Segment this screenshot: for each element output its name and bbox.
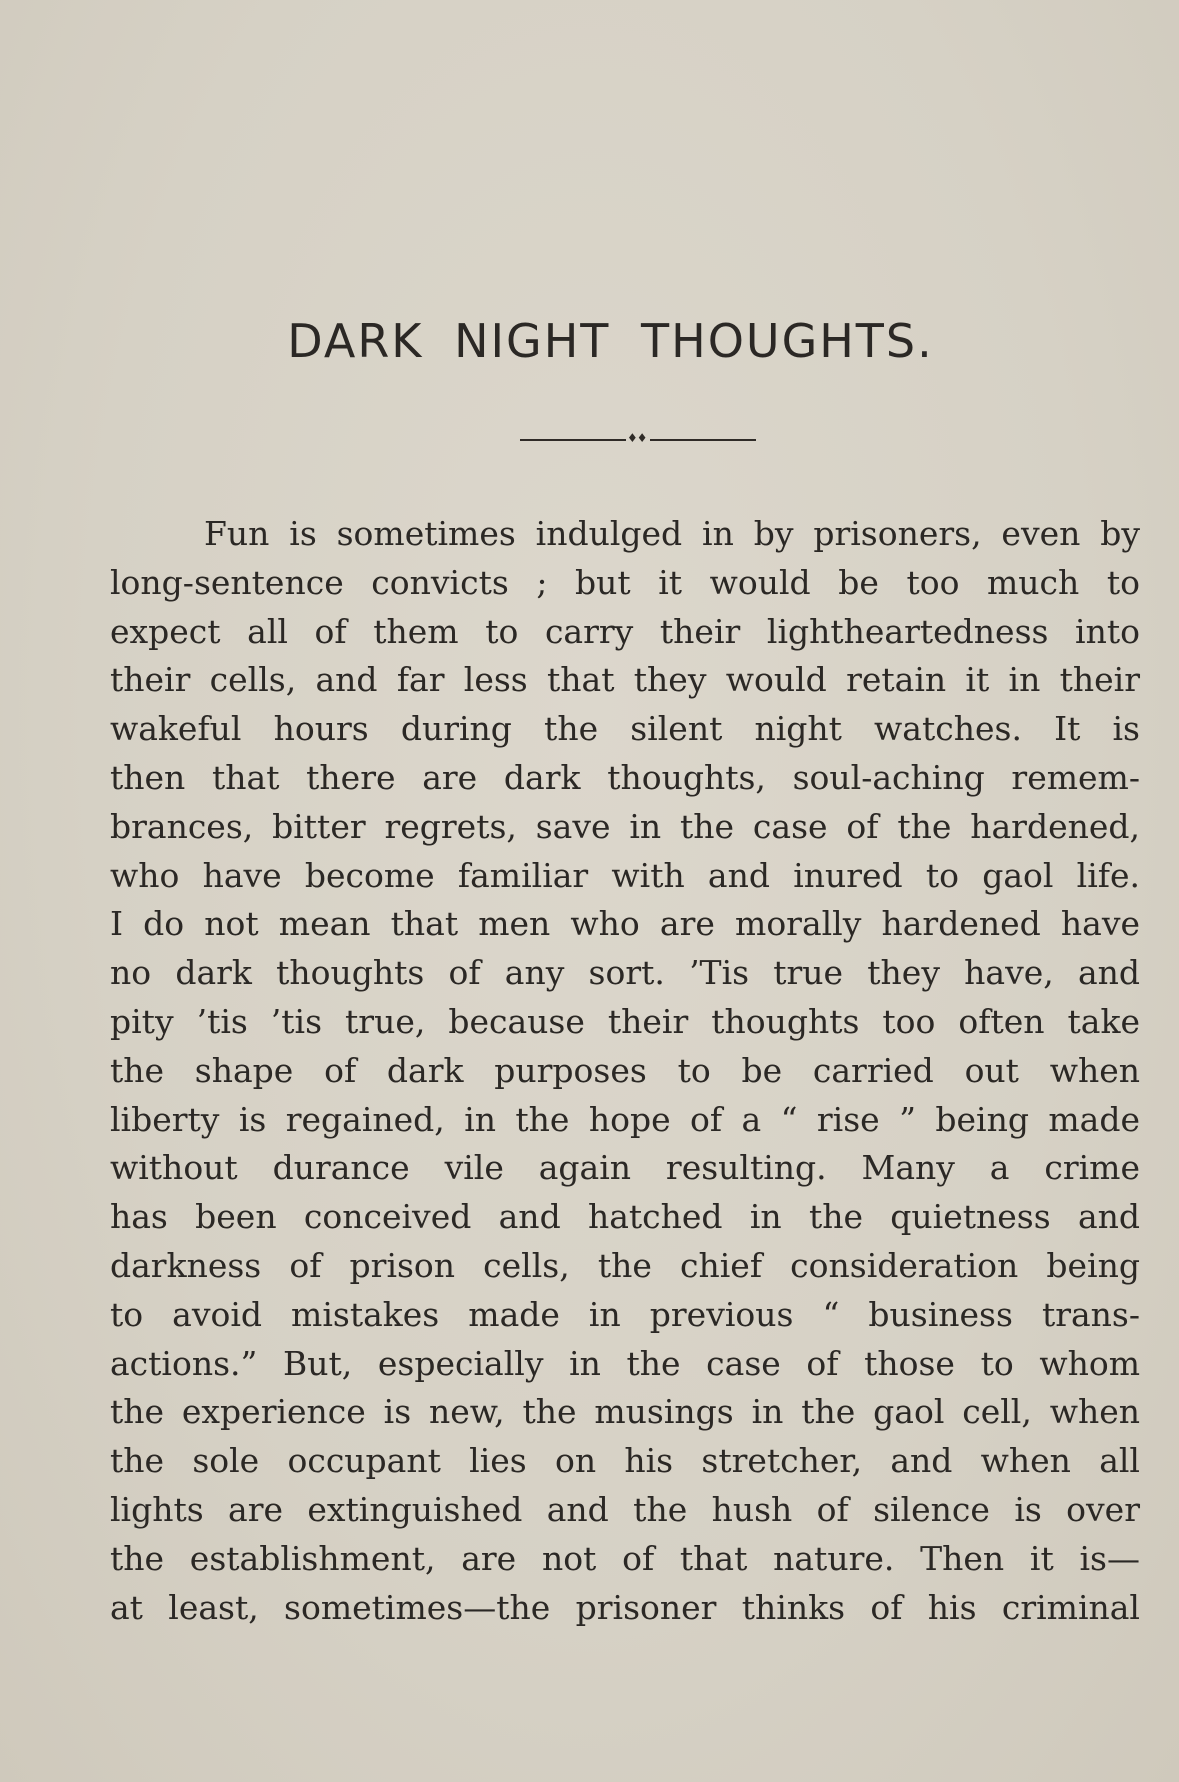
ornament-rule-right <box>650 439 756 441</box>
text-line: the experience is new, the musings in the gaol cell, when <box>110 1392 1140 1432</box>
text-line: no dark thoughts of any sort. ’Tis true they have, and <box>110 953 1140 993</box>
text-line: then that there are dark thoughts, soul-aching remem- <box>110 757 1140 797</box>
text-line: I do not mean that men who are morally hardened have <box>110 904 1140 944</box>
text-line: actions.” But, especially in the case of those to whom <box>110 1343 1140 1383</box>
text-line: the shape of dark purposes to be carried out when <box>110 1050 1140 1090</box>
text-line: the establishment, are not of that nature. Then it is— <box>110 1538 1140 1578</box>
body-paragraph <box>110 510 1140 1632</box>
text-line: brances, bitter regrets, save in the case of the hardened, <box>110 806 1140 846</box>
chapter-title: DARK NIGHT THOUGHTS. <box>287 314 934 368</box>
title-ornament <box>520 432 756 448</box>
text-line: wakeful hours during the silent night watches. It is <box>110 709 1140 749</box>
ornament-rule-left <box>520 439 626 441</box>
text-line: who have become familiar with and inured to gaol life. <box>110 855 1140 895</box>
text-line: the sole occupant lies on his stretcher, and when all <box>110 1441 1140 1481</box>
text-line: long-sentence convicts ; but it would be too much to <box>110 562 1140 602</box>
text-line: expect all of them to carry their lightheartedness into <box>110 611 1140 651</box>
text-line: liberty is regained, in the hope of a “ rise ” being made <box>110 1099 1140 1139</box>
text-line: has been conceived and hatched in the quietness and <box>110 1197 1140 1237</box>
text-line: pity ’tis ’tis true, because their thoughts too often take <box>110 1001 1140 1041</box>
text-line: darkness of prison cells, the chief consideration being <box>110 1245 1140 1285</box>
text-line: at least, sometimes—the prisoner thinks of his criminal <box>110 1587 1140 1627</box>
text-line: to avoid mistakes made in previous “ business trans- <box>110 1294 1140 1334</box>
text-line: without durance vile again resulting. Many a crime <box>110 1148 1140 1188</box>
text-line: lights are extinguished and the hush of silence is over <box>110 1489 1140 1529</box>
text-line: Fun is sometimes indulged in by prisoners, even by <box>204 514 1140 553</box>
ornament-diamonds: ♦♦ <box>627 431 647 445</box>
text-line: their cells, and far less that they would retain it in their <box>110 660 1140 700</box>
